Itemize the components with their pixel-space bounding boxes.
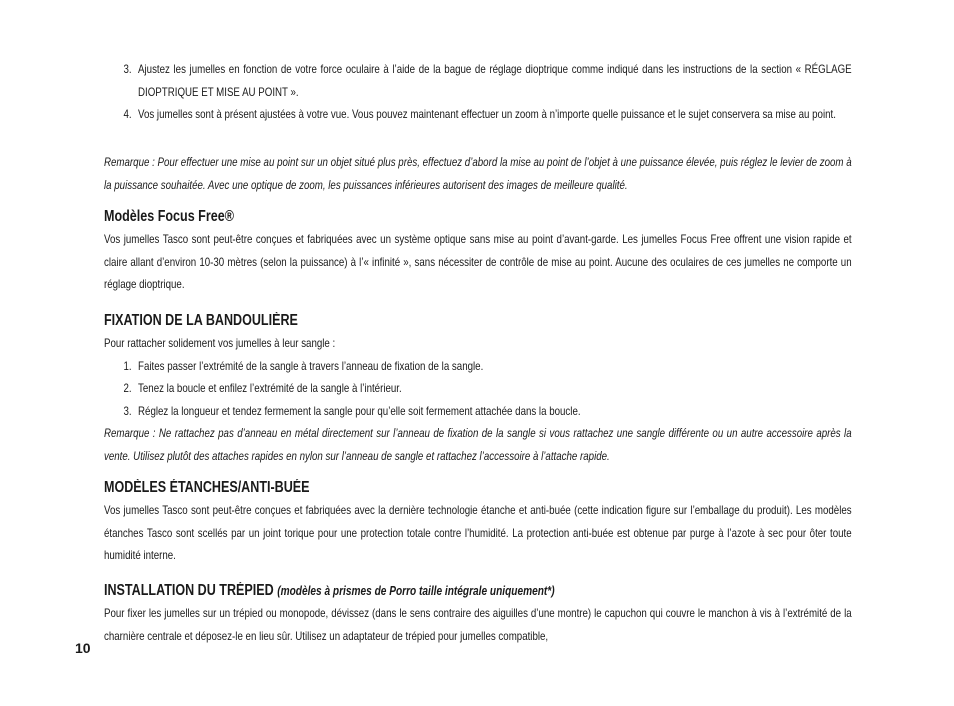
list-number: 3. bbox=[123, 62, 132, 76]
section-heading: Modèles Focus Free® bbox=[104, 208, 234, 225]
page-number: 10 bbox=[75, 640, 91, 656]
list-item bbox=[104, 400, 852, 423]
section-heading: FIXATION DE LA BANDOULIÈRE bbox=[104, 312, 298, 329]
list-text: Ajustez les jumelles en fonction de votre force oculaire à l’aide de la bague de réglage dioptrique comme indiqué dans les instructions de la section « RÉGLAGE DIOPTRIQUE ET MISE AU POINT ». bbox=[138, 62, 852, 99]
list-number: 2. bbox=[123, 381, 132, 395]
list-text: Réglez la longueur et tendez fermement la sangle pour qu’elle soit fermement attachée dans la boucle. bbox=[138, 403, 581, 418]
section-body: Pour fixer les jumelles sur un trépied ou monopode, dévissez (dans le sens contraire des aiguilles d’une montre) le capuchon qui couvre le manchon à vis à l’extrémité de la charnière centrale et déposez-le en lieu sûr. Utilisez un adaptateur de trépied pour jumelles compatible, bbox=[104, 606, 852, 643]
list-number: 3. bbox=[123, 403, 132, 418]
list-text: Faites passer l’extrémité de la sangle à travers l’anneau de fixation de la sangle. bbox=[138, 358, 484, 373]
note-text: Remarque : Ne rattachez pas d’anneau en métal directement sur l’anneau de fixation de la sangle si vous rattachez une sangle différente ou un autre accessoire après la vente. Utilisez plutôt des attaches rapides en nylon sur l’anneau de sangle et rattachez l’accessoire à l’attache rapide. bbox=[104, 426, 852, 463]
list-item bbox=[104, 355, 852, 378]
section-heading bbox=[104, 580, 852, 602]
section-body: Vos jumelles Tasco sont peut-être conçues et fabriquées avec un système optique sans mise au point d’avant-garde. Les jumelles Focus Free offrent une vision rapide et claire allant d’environ 10-30 mètres (selon la puissance) à l’« infinité », sans nécessiter de contrôle de mise au point. Aucune des oculaires de ces jumelles ne comporte un réglage dioptrique. bbox=[104, 232, 852, 291]
strap-section bbox=[104, 310, 852, 467]
section-heading: MODÈLES ÉTANCHES/ANTI-BUÉE bbox=[104, 479, 310, 496]
tripod-section bbox=[104, 580, 852, 647]
list-number: 1. bbox=[123, 358, 132, 373]
list-item bbox=[104, 377, 852, 400]
list-text: Vos jumelles sont à présent ajustées à votre vue. Vous pouvez maintenant effectuer un zoom à n’importe quelle puissance et le sujet conservera sa mise au point. bbox=[138, 107, 836, 121]
list-item bbox=[104, 58, 852, 103]
section-body: Vos jumelles Tasco sont peut-être conçues et fabriquées avec la dernière technologie étanche et anti-buée (cette indication figure sur l’emballage du produit). Les modèles étanches Tasco sont scellés par un joint torique pour une protection totale contre l’humidité. La protection anti-buée est obtenue par purge à l’azote à sec pour ôter toute humidité interne. bbox=[104, 503, 852, 562]
section-lead: Pour rattacher solidement vos jumelles à leur sangle : bbox=[104, 336, 336, 350]
intro-note bbox=[104, 151, 852, 196]
list-number: 4. bbox=[123, 107, 132, 121]
note-text: Remarque : Pour effectuer une mise au point sur un objet situé plus près, effectuez d’abord la mise au point de l’objet à une puissance élevée, puis réglez le levier de zoom à la puissance souhaitée. Avec une optique de zoom, les puissances inférieures autorisent des images de meilleure qualité. bbox=[104, 155, 852, 192]
heading-text: INSTALLATION DU TRÉPIED bbox=[104, 582, 274, 599]
focus-free-section bbox=[104, 206, 852, 296]
heading-subtitle: (modèles à prismes de Porro taille intégrale uniquement*) bbox=[277, 584, 555, 598]
intro-steps bbox=[104, 58, 852, 126]
list-text: Tenez la boucle et enfilez l’extrémité de la sangle à l’intérieur. bbox=[138, 381, 402, 395]
waterproof-section bbox=[104, 477, 852, 567]
list-item bbox=[104, 103, 852, 126]
